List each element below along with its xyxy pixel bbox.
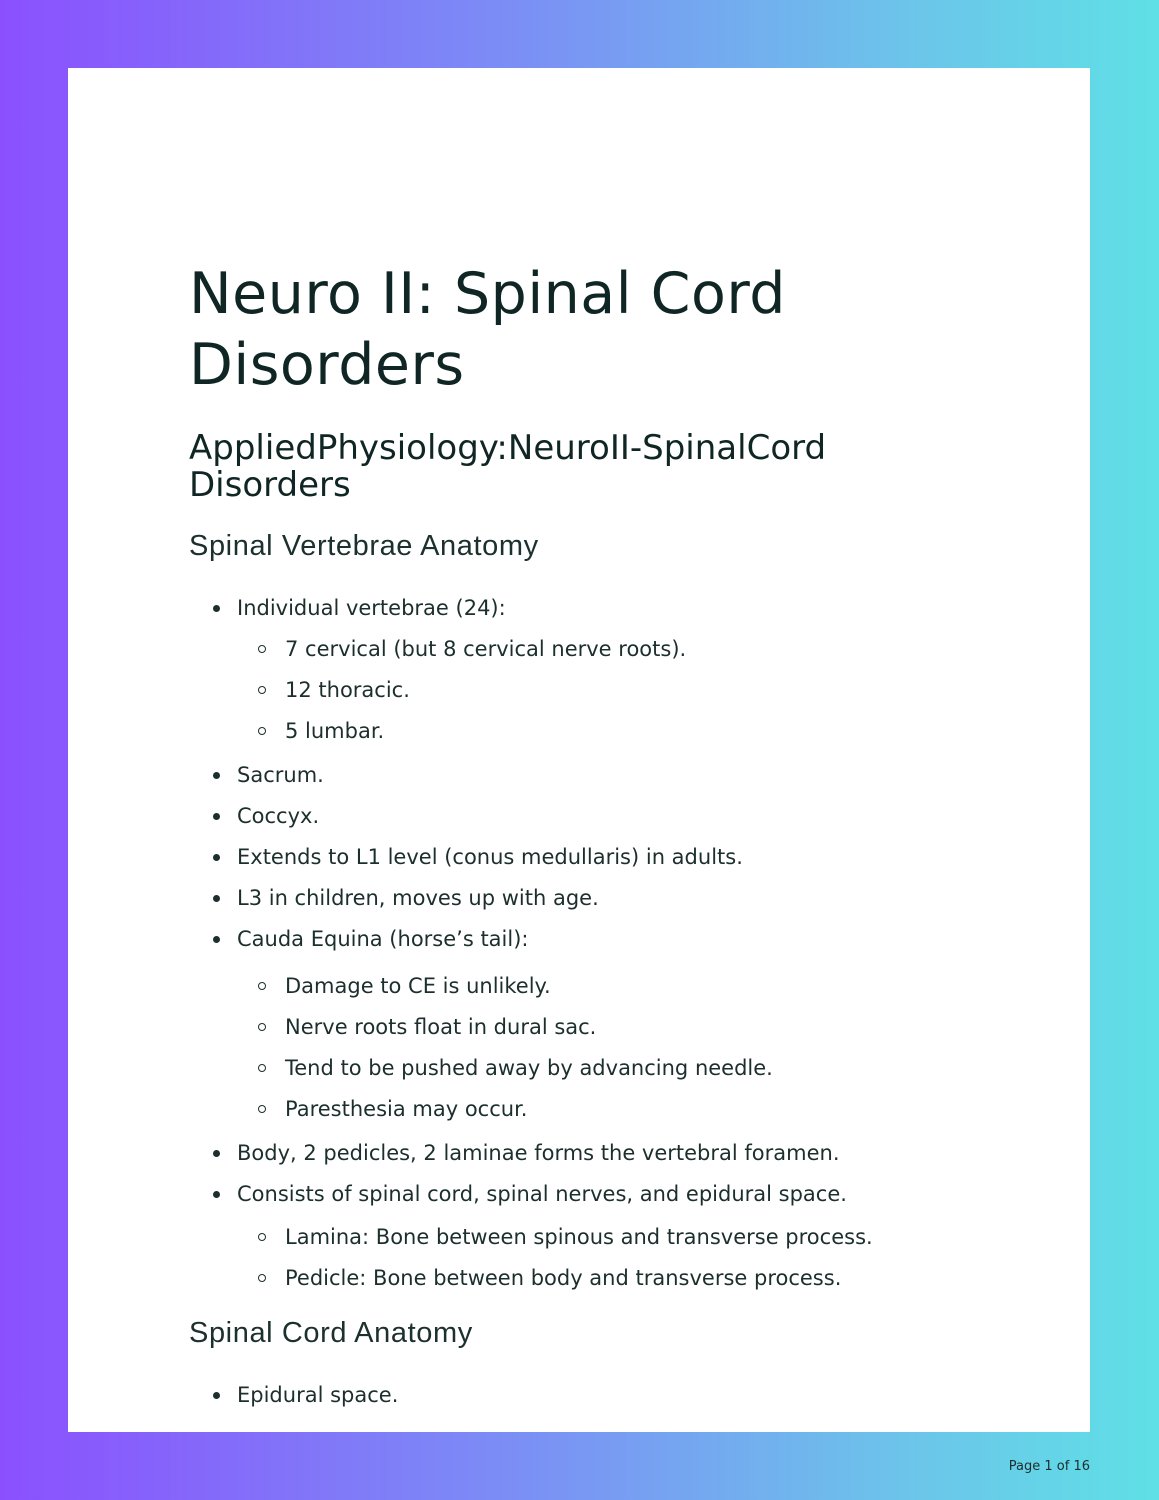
sub-list-item-text: Nerve roots float in dural sac. <box>285 1015 597 1039</box>
sub-list-item <box>285 1048 970 1089</box>
list-item <box>237 1174 970 1299</box>
bullet-circle-icon <box>258 686 266 694</box>
bullet-dot-icon <box>213 605 220 612</box>
sub-list-item-text: Tend to be pushed away by advancing needle. <box>285 1056 773 1080</box>
sub-bullet-list <box>237 1217 970 1299</box>
sub-list-item <box>285 966 970 1007</box>
bullet-dot-icon <box>213 895 220 902</box>
section-heading: Spinal Cord Anatomy <box>189 1317 473 1349</box>
sub-list-item <box>285 629 970 670</box>
document-page <box>68 68 1090 1432</box>
sub-list-item-text: 5 lumbar. <box>285 719 385 743</box>
bullet-list <box>189 1375 970 1416</box>
list-item-text: Extends to L1 level (conus medullaris) in adults. <box>237 845 743 869</box>
sub-list-item-text: Lamina: Bone between spinous and transverse process. <box>285 1225 873 1249</box>
section-heading: Spinal Vertebrae Anatomy <box>189 530 539 562</box>
list-item-text: Consists of spinal cord, spinal nerves, and epidural space. <box>237 1182 847 1206</box>
list-item-text: Coccyx. <box>237 804 320 828</box>
bullet-dot-icon <box>213 1392 220 1399</box>
list-item <box>237 1375 970 1416</box>
bullet-circle-icon <box>258 1274 266 1282</box>
section-spinal-cord-anatomy <box>189 1313 970 1416</box>
sub-list-item <box>285 1089 970 1130</box>
bullet-circle-icon <box>258 1233 266 1241</box>
bullet-dot-icon <box>213 854 220 861</box>
list-item-text: Individual vertebrae (24): <box>237 596 506 620</box>
bullet-circle-icon <box>258 982 266 990</box>
bullet-dot-icon <box>213 936 220 943</box>
sub-list-item <box>285 1007 970 1048</box>
sub-list-item-text: Paresthesia may occur. <box>285 1097 528 1121</box>
bullet-dot-icon <box>213 1150 220 1157</box>
bullet-circle-icon <box>258 645 266 653</box>
list-item <box>237 878 970 919</box>
bullet-list <box>189 588 970 1299</box>
sub-list-item-text: Damage to CE is unlikely. <box>285 974 551 998</box>
list-item-text: Epidural space. <box>237 1383 399 1407</box>
sub-list-item-text: 7 cervical (but 8 cervical nerve roots). <box>285 637 687 661</box>
list-item-text: L3 in children, moves up with age. <box>237 886 599 910</box>
list-item <box>237 588 970 752</box>
sub-list-item-text: 12 thoracic. <box>285 678 410 702</box>
document-title: Neuro II: Spinal Cord Disorders <box>189 261 786 398</box>
page-number: Page 1 of 16 <box>1008 1459 1090 1474</box>
list-item <box>237 755 970 796</box>
list-item <box>237 919 970 1130</box>
bullet-circle-icon <box>258 727 266 735</box>
bullet-circle-icon <box>258 1023 266 1031</box>
sub-list-item <box>285 1258 970 1299</box>
sub-list-item-text: Pedicle: Bone between body and transverse process. <box>285 1266 842 1290</box>
list-item <box>237 837 970 878</box>
sub-list-item <box>285 670 970 711</box>
list-item <box>237 1133 970 1174</box>
bullet-circle-icon <box>258 1105 266 1113</box>
list-item-text: Sacrum. <box>237 763 324 787</box>
document-subtitle: AppliedPhysiology:NeuroII-SpinalCord Disorders <box>189 428 827 505</box>
bullet-dot-icon <box>213 1191 220 1198</box>
list-item <box>237 796 970 837</box>
bullet-dot-icon <box>213 813 220 820</box>
sub-bullet-list <box>237 966 970 1130</box>
list-item-text: Body, 2 pedicles, 2 laminae forms the vertebral foramen. <box>237 1141 840 1165</box>
sub-list-item <box>285 1217 970 1258</box>
sub-list-item <box>285 711 970 752</box>
bullet-circle-icon <box>258 1064 266 1072</box>
list-item-text: Cauda Equina (horse’s tail): <box>237 927 529 951</box>
sub-bullet-list <box>237 629 970 752</box>
bullet-dot-icon <box>213 772 220 779</box>
section-spinal-vertebrae-anatomy <box>189 526 970 1299</box>
